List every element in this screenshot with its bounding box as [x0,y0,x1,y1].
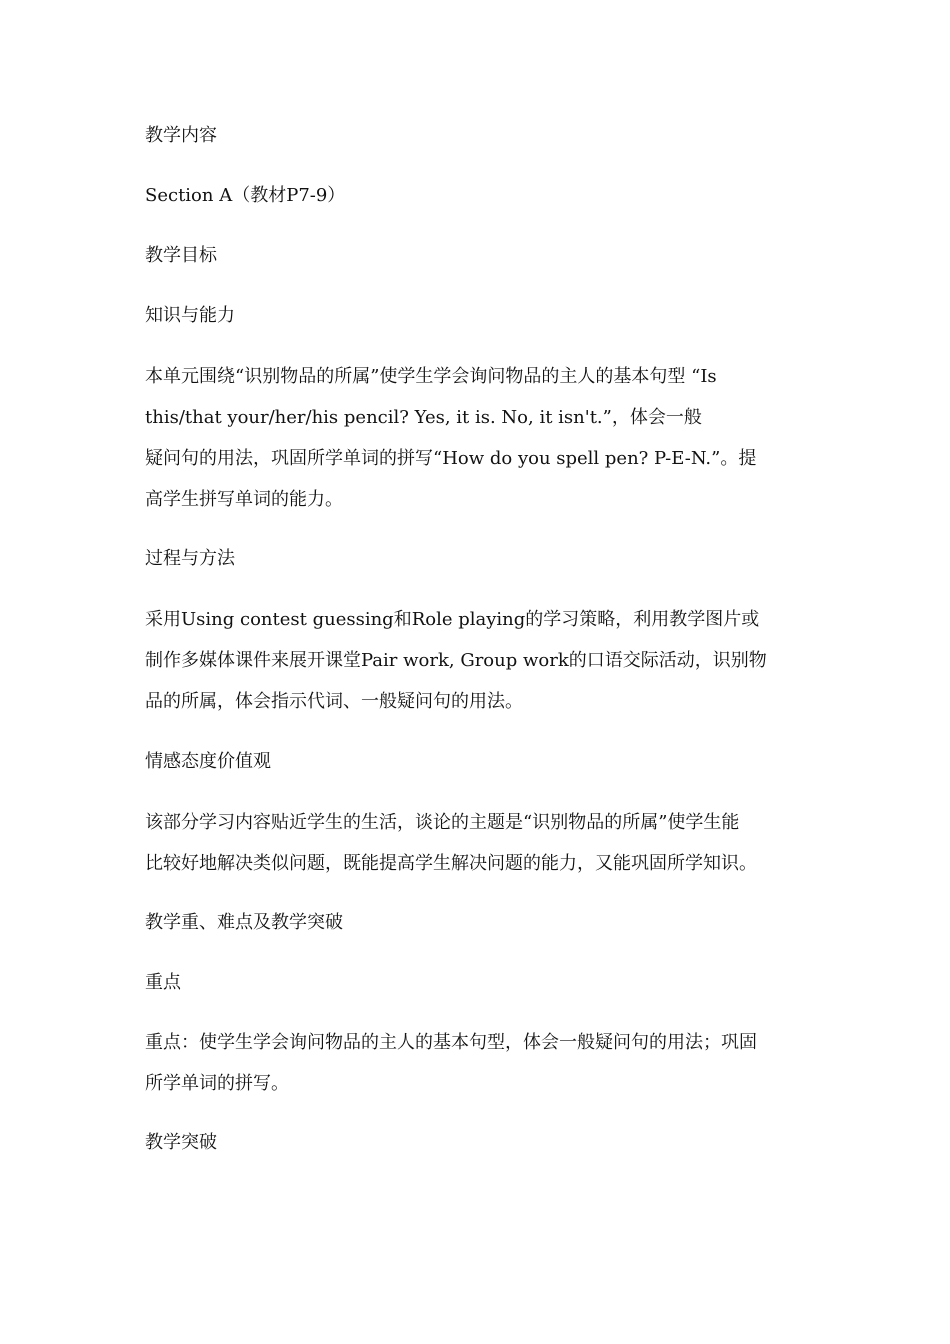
paragraph-line: 比较好地解决类似问题，既能提高学生解决问题的能力，又能巩固所学知识。 [145,853,757,874]
paragraph-line: 疑问句的用法，巩固所学单词的拼写“How do you spell pen? P-E-N.”。提 [145,448,757,469]
heading-key-points: 重点 [145,972,181,993]
heading-knowledge-ability: 知识与能力 [145,305,235,326]
paragraph-line: this/that your/her/his pencil? Yes, it is. No, it isn't.”，体会一般 [145,407,702,428]
paragraph-line: 制作多媒体课件来展开课堂Pair work, Group work的口语交际活动，识别物 [145,650,767,671]
paragraph-line: 采用Using contest guessing和Role playing的学习策略，利用教学图片或 [145,609,760,630]
paragraph-emotion [145,802,797,884]
heading-teaching-breakthrough: 教学突破 [145,1132,217,1153]
heading-process-method: 过程与方法 [145,548,235,569]
paragraph-line: 本单元围绕“识别物品的所属”使学生学会询问物品的主人的基本句型 “Is [145,366,717,387]
heading-emotion-values: 情感态度价值观 [145,751,271,772]
section-reference: Section A（教材P7-9） [145,185,346,206]
paragraph-line: 高学生拼写单词的能力。 [145,489,343,510]
heading-teaching-goals: 教学目标 [145,245,217,266]
paragraph-line: 该部分学习内容贴近学生的生活，谈论的主题是“识别物品的所属”使学生能 [145,812,740,833]
paragraph-knowledge [145,356,797,520]
paragraph-line: 品的所属，体会指示代词、一般疑问句的用法。 [145,691,523,712]
paragraph-key-points [145,1022,797,1104]
heading-teaching-content: 教学内容 [145,125,217,146]
paragraph-process [145,599,797,722]
paragraph-line: 重点：使学生学会询问物品的主人的基本句型，体会一般疑问句的用法；巩固 [145,1032,757,1053]
paragraph-line: 所学单词的拼写。 [145,1073,289,1094]
heading-key-difficult-points: 教学重、难点及教学突破 [145,912,343,933]
